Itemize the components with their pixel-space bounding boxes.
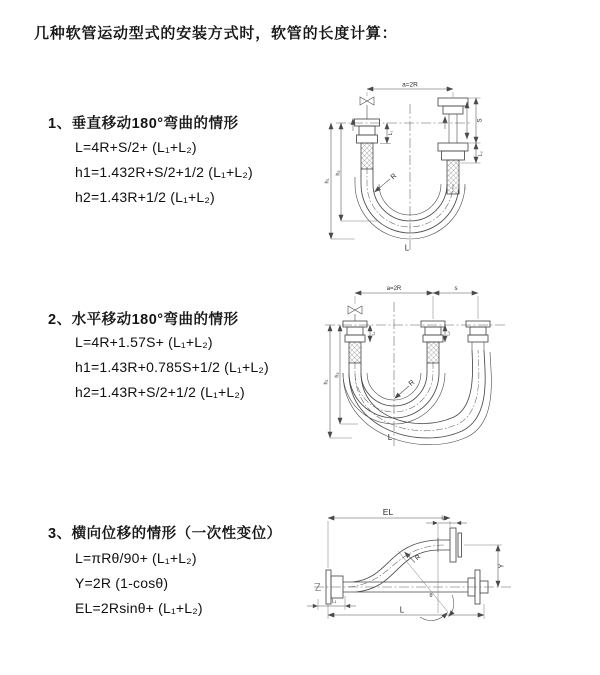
label-R: R (407, 379, 417, 388)
label-h2: h₂ (335, 170, 342, 176)
label-L: L (387, 433, 393, 442)
label-L: L (404, 243, 410, 253)
radius-leader (375, 173, 399, 192)
label-L1: L₁ (370, 331, 376, 336)
section2-formula-h1: h1=1.43R+0.785S+1/2 (L₁+L₂) (75, 359, 269, 375)
label-s: s (454, 286, 458, 292)
s-curve-hose-displaced (348, 538, 450, 592)
dimension-EL (328, 507, 450, 568)
diagram-lateral-displacement (298, 500, 598, 645)
label-L2: L₂ (445, 331, 451, 336)
flange-fitting-2 (421, 321, 445, 363)
section1-formula-L: L=4R+S/2+ (L₁+L₂) (75, 139, 197, 155)
flange-fitting-3 (466, 321, 490, 350)
dimension-L1 (380, 123, 394, 144)
label-L1: L₁ (388, 130, 394, 136)
label-a2r: a=2R (386, 286, 402, 292)
dimension-S (467, 98, 484, 143)
left-flange-fitting (355, 119, 380, 169)
label-h1: h₁ (324, 178, 331, 184)
section2-formula-h2: h2=1.43R+S/2+1/2 (L₁+L₂) (75, 384, 245, 400)
radius-leader (395, 379, 417, 398)
section3-formula-EL: EL=2Rsinθ+ (L₁+L₂) (75, 600, 203, 616)
u-bend-position-2 (343, 350, 491, 445)
diagram-horizontal-180-bend (310, 278, 600, 450)
right-flange-fitting (438, 98, 468, 194)
valve-icon (348, 306, 362, 321)
upper-right-flange-fitting (450, 528, 462, 562)
label-S: S (477, 118, 484, 123)
section3-formula-Y: Y=2R (1-cosθ) (75, 575, 169, 591)
label-a2r: a=2R (402, 81, 418, 89)
dimension-L2 (426, 516, 467, 526)
label-L2: L₂ (478, 151, 484, 156)
diagram-vertical-180-bend (310, 76, 590, 256)
label-L1: L₁ (331, 598, 337, 605)
valve-icon (360, 97, 374, 119)
braided-hose-section (427, 342, 439, 363)
dimension-L2 (445, 325, 451, 342)
section2-heading: 2、水平移动180°弯曲的情形 (48, 312, 239, 328)
label-h2: h₂ (334, 372, 341, 378)
dimension-L1 (370, 325, 376, 342)
section1-heading: 1、垂直移动180°弯曲的情形 (48, 116, 239, 132)
flange-fitting-1 (343, 321, 367, 363)
bend-angle (398, 551, 454, 621)
label-EL: EL (382, 507, 394, 517)
label-L2: L₂ (441, 515, 447, 522)
section3-formula-L: L=πRθ/90+ (L₁+L₂) (75, 550, 197, 566)
dimension-h1 (325, 123, 355, 239)
dimension-a2r (367, 82, 453, 98)
section2-formula-L: L=4R+1.57S+ (L₁+L₂) (75, 334, 213, 350)
label-theta: θ (429, 593, 433, 599)
label-h1: h₁ (323, 379, 330, 385)
page-title: 几种软管运动型式的安装方式时，软管的长度计算： (34, 25, 398, 42)
dimension-s (433, 286, 478, 319)
section1-formula-h1: h1=1.432R+S/2+1/2 (L₁+L₂) (75, 164, 253, 180)
dimension-L1 (307, 596, 356, 610)
braided-hose-section (361, 143, 373, 169)
label-R: R (413, 553, 423, 563)
label-Y: Y (498, 563, 506, 569)
label-R: R (389, 172, 399, 182)
centerline (314, 584, 513, 591)
braided-hose-section (349, 342, 361, 363)
dimension-h2 (335, 325, 359, 424)
label-L: L (399, 605, 405, 615)
section1-formula-h2: h2=1.43R+1/2 (L₁+L₂) (75, 189, 215, 205)
section3-heading: 3、横向位移的情形（一次性变位） (48, 526, 282, 542)
